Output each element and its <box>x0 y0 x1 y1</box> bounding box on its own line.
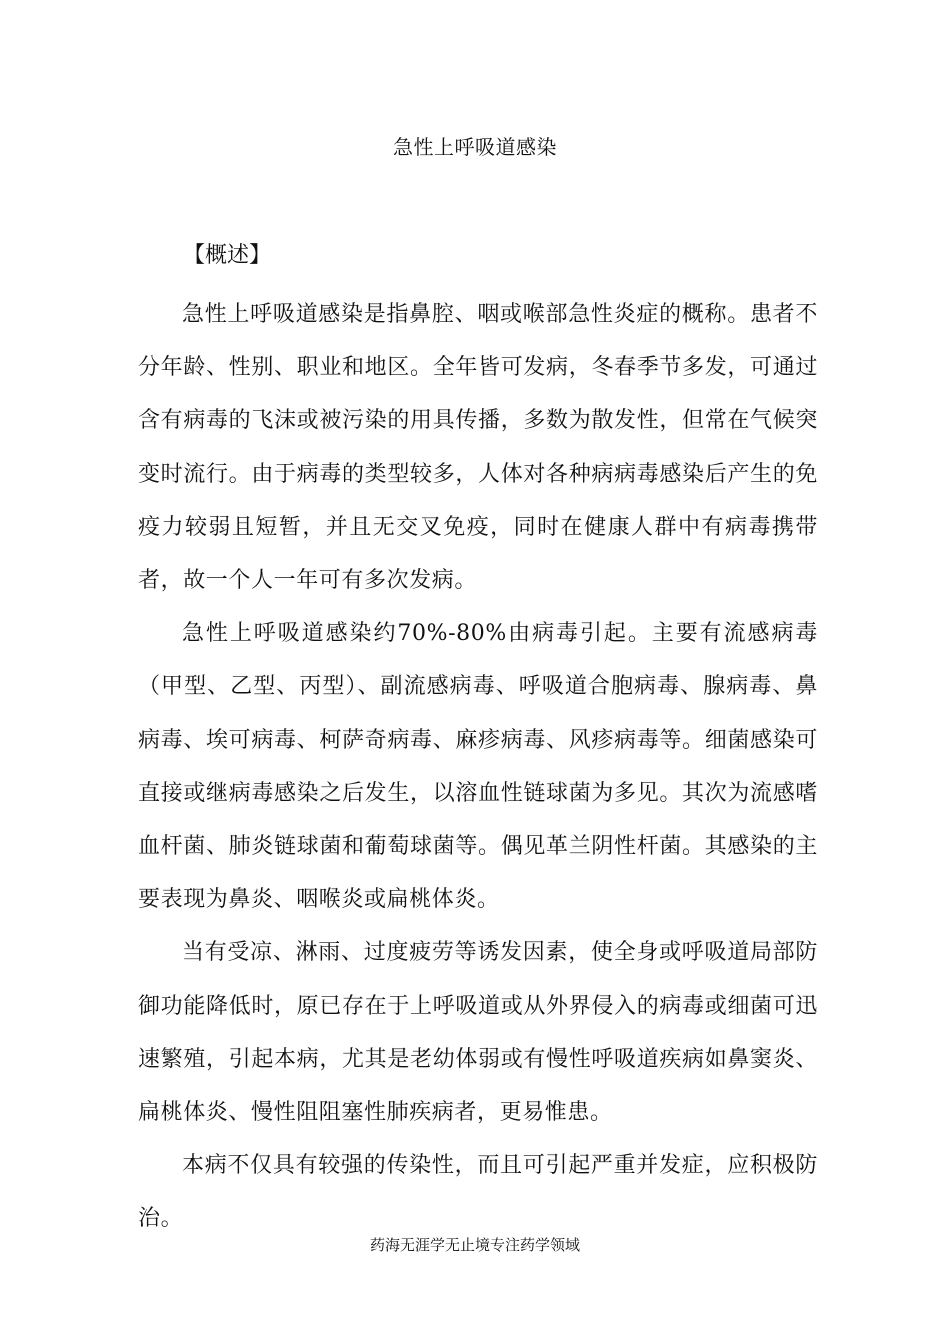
page-footer: 药海无涯学无止境专注药学领域 <box>369 1236 580 1254</box>
paragraph-overview: 急性上呼吸道感染是指鼻腔、咽或喉部急性炎症的概称。患者不分年龄、性别、职业和地区。全年皆可发病，冬春季节多发，可通过含有病毒的飞沫或被污染的用具传播，多数为散发性，但常在气候突变时流行。由于病毒的类型较多，人体对各种病病毒感染后产生的免疫力较弱且短暂，并且无交叉免疫，同时在健康人群中有病毒携带者，故一个人一年可有多次发病。 <box>138 302 818 594</box>
paragraph-prevention: 本病不仅具有较强的传染性，而且可引起严重并发症，应积极防治。 <box>138 1153 818 1232</box>
body-text <box>138 288 818 1246</box>
section-heading-overview: 【概述】 <box>183 243 272 268</box>
page-title: 急性上呼吸道感染 <box>393 135 557 159</box>
paragraph-pathogens: 急性上呼吸道感染约70%-80%由病毒引起。主要有流感病毒（甲型、乙型、丙型）、副流感病毒、呼吸道合胞病毒、腺病毒、鼻病毒、埃可病毒、柯萨奇病毒、麻疹病毒、风疹病毒等。细菌感染可直接或继病毒感染之后发生，以溶血性链球菌为多见。其次为流感嗜血杆菌、肺炎链球菌和葡萄球菌等。偶见革兰阴性杆菌。其感染的主要表现为鼻炎、咽喉炎或扁桃体炎。 <box>138 621 818 913</box>
paragraph-triggers: 当有受凉、淋雨、过度疲劳等诱发因素，使全身或呼吸道局部防御功能降低时，原已存在于上呼吸道或从外界侵入的病毒或细菌可迅速繁殖，引起本病，尤其是老幼体弱或有慢性呼吸道疾病如鼻窦炎、扁桃体炎、慢性阻阻塞性肺疾病者，更易惟患。 <box>138 940 818 1126</box>
